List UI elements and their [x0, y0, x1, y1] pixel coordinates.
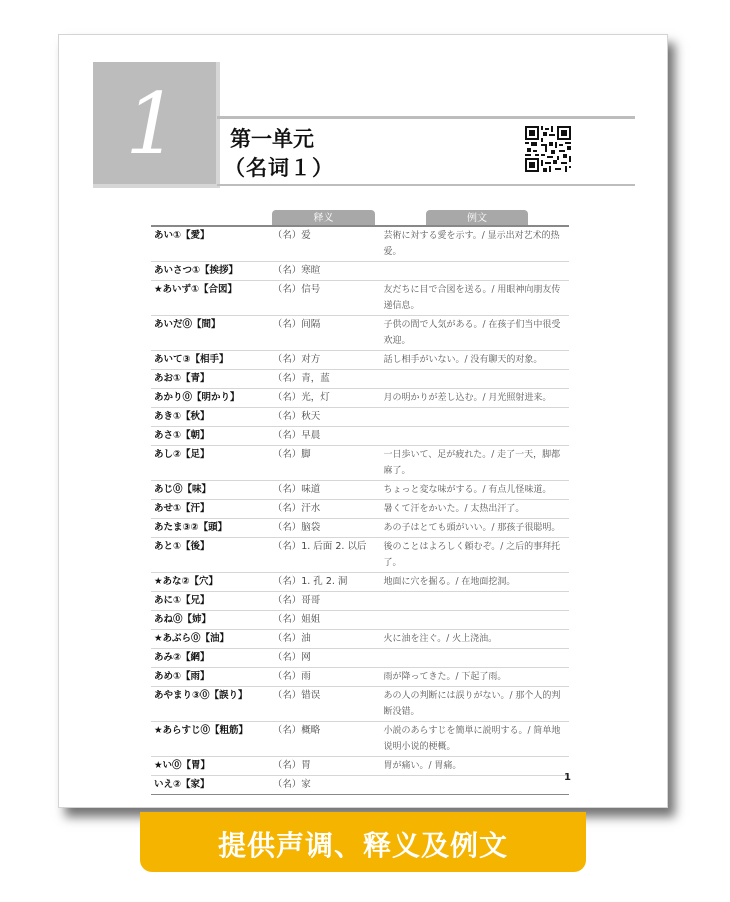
- vocab-meaning: （名）哥哥: [272, 595, 321, 606]
- vocab-example: あの人の判断には誤りがない。/ 那个人的判断没错。: [383, 691, 561, 717]
- vocab-meaning: （名）错误: [272, 690, 321, 701]
- table-row: [151, 573, 569, 592]
- vocab-example: [383, 649, 569, 667]
- table-row: [151, 481, 569, 500]
- vocab-meaning: （名）1. 后面 2. 以后: [272, 541, 367, 552]
- vocab-meaning: （名）光，灯: [272, 392, 330, 403]
- unit-subtitle: （名词１）: [224, 156, 334, 180]
- vocab-word: いえ②【家】: [154, 779, 210, 790]
- vocab-word: あいさつ①【挨拶】: [154, 265, 239, 276]
- vocab-word: あみ②【網】: [154, 652, 210, 663]
- vocab-example: 火に油を注ぐ。/ 火上浇油。: [383, 634, 498, 644]
- vocab-example: 胃が痛い。/ 胃痛。: [383, 761, 462, 771]
- vocab-word: あい①【愛】: [154, 230, 210, 241]
- vocab-word: あお①【青】: [154, 373, 210, 384]
- vocab-example: [383, 408, 569, 426]
- vocab-word: あめ①【雨】: [154, 671, 210, 682]
- title-rule-top: [217, 116, 635, 119]
- vocab-word: ★い⓪【胃】: [154, 760, 211, 771]
- vocab-meaning: （名）青，蓝: [272, 373, 330, 384]
- vocab-example: あの子はとても頭がいい。/ 那孩子很聪明。: [383, 523, 561, 533]
- table-row: [151, 500, 569, 519]
- table-row: [151, 776, 569, 794]
- vocab-example: 友だちに目で合図を送る。/ 用眼神向朋友传递信息。: [383, 285, 561, 311]
- table-row: [151, 611, 569, 630]
- vocab-meaning: （名）间隔: [272, 319, 321, 330]
- vocab-example: 話し相手がいない。/ 没有聊天的对象。: [383, 355, 543, 365]
- vocab-word: あやまり③⓪【誤り】: [154, 690, 248, 701]
- vocab-word: あさ①【朝】: [154, 430, 210, 441]
- table-row: [151, 427, 569, 446]
- vocab-example: [383, 592, 569, 610]
- vocab-example: 暑くて汗をかいた。/ 太热出汗了。: [383, 504, 525, 514]
- unit-title: 第一单元: [230, 127, 314, 151]
- table-row: [151, 649, 569, 668]
- vocab-word: あき①【秋】: [154, 411, 210, 422]
- unit-number-box: [93, 62, 220, 188]
- vocab-word: あに①【兄】: [154, 595, 210, 606]
- unit-number: 1: [125, 75, 179, 173]
- table-row: [151, 389, 569, 408]
- table-row: [151, 630, 569, 649]
- vocab-example: 小説のあらすじを簡単に説明する。/ 简单地说明小说的梗概。: [383, 726, 561, 752]
- vocab-example: 月の明かりが差し込む。/ 月光照射进来。: [383, 393, 552, 403]
- table-row: [151, 370, 569, 389]
- vocab-meaning: （名）家: [272, 779, 311, 790]
- vocab-word: ★あらすじ⓪【粗筋】: [154, 725, 249, 736]
- vocab-meaning: （名）网: [272, 652, 311, 663]
- header-tab-example: 例文: [426, 210, 528, 227]
- vocab-example: 地面に穴を掘る。/ 在地面挖洞。: [383, 577, 516, 587]
- book-page: [58, 34, 668, 808]
- vocab-meaning: （名）脑袋: [272, 522, 321, 533]
- vocab-example: [383, 611, 569, 629]
- vocab-word: あじ⓪【味】: [154, 484, 212, 495]
- table-row: [151, 592, 569, 611]
- vocab-word: ★あいず①【合図】: [154, 284, 238, 295]
- vocab-word: ★あな②【穴】: [154, 576, 219, 587]
- vocab-meaning: （名）味道: [272, 484, 321, 495]
- table-row: [151, 227, 569, 262]
- vocab-word: あね⓪【姉】: [154, 614, 212, 625]
- vocab-word: あせ①【汗】: [154, 503, 210, 514]
- vocab-meaning: （名）脚: [272, 449, 311, 460]
- vocab-word: あたま③②【頭】: [154, 522, 228, 533]
- vocab-word: あかり⓪【明かり】: [154, 392, 240, 403]
- vocab-word: あし②【足】: [154, 449, 210, 460]
- table-row: [151, 408, 569, 427]
- vocab-meaning: （名）寒暄: [272, 265, 321, 276]
- page-number: 1: [564, 772, 571, 783]
- vocab-word: あと①【後】: [154, 541, 210, 552]
- vocab-meaning: （名）姐姐: [272, 614, 321, 625]
- vocab-word: あいて③【相手】: [154, 354, 229, 365]
- table-row: [151, 757, 569, 776]
- table-row: [151, 281, 569, 316]
- table-row: [151, 262, 569, 281]
- vocab-word: あいだ⓪【間】: [154, 319, 221, 330]
- vocab-meaning: （名）1. 孔 2. 洞: [272, 576, 348, 587]
- vocab-example: 子供の間で人気がある。/ 在孩子们当中很受欢迎。: [383, 320, 561, 346]
- table-row: [151, 316, 569, 351]
- vocab-meaning: （名）胃: [272, 760, 311, 771]
- vocab-meaning: （名）概略: [272, 725, 321, 736]
- qr-code-icon: [525, 126, 571, 172]
- feature-banner: [140, 812, 586, 872]
- header-tab-meaning: 释义: [272, 210, 375, 227]
- table-row: [151, 722, 569, 757]
- vocab-example: 後のことはよろしく頼むぞ。/ 之后的事拜托了。: [383, 542, 561, 568]
- table-row: [151, 687, 569, 722]
- vocab-meaning: （名）雨: [272, 671, 311, 682]
- table-row: [151, 351, 569, 370]
- vocab-example: [383, 370, 569, 388]
- vocab-example: [383, 427, 569, 445]
- vocab-meaning: （名）秋天: [272, 411, 321, 422]
- vocab-example: [383, 262, 569, 280]
- table-row: [151, 446, 569, 481]
- vocab-example: 雨が降ってきた。/ 下起了雨。: [383, 672, 507, 682]
- vocab-example: 芸術に対する愛を示す。/ 显示出对艺术的热爱。: [383, 231, 560, 257]
- table-row: [151, 668, 569, 687]
- vocab-meaning: （名）早晨: [272, 430, 321, 441]
- title-rule-bottom: [217, 184, 635, 186]
- table-row: [151, 538, 569, 573]
- vocab-meaning: （名）信号: [272, 284, 321, 295]
- vocab-example: 一日歩いて、足が疲れた。/ 走了一天，脚都麻了。: [383, 450, 561, 476]
- banner-text: 提供声调、释义及例文: [217, 829, 508, 862]
- vocab-example: ちょっと変な味がする。/ 有点儿怪味道。: [383, 485, 552, 495]
- vocab-meaning: （名）油: [272, 633, 311, 644]
- vocab-word: ★あぶら⓪【油】: [154, 633, 230, 644]
- vocab-meaning: （名）汗水: [272, 503, 321, 514]
- vocab-meaning: （名）爱: [272, 230, 311, 241]
- vocab-table: [151, 225, 569, 795]
- table-row: [151, 519, 569, 538]
- vocab-meaning: （名）对方: [272, 354, 321, 365]
- vocab-example: [383, 776, 569, 794]
